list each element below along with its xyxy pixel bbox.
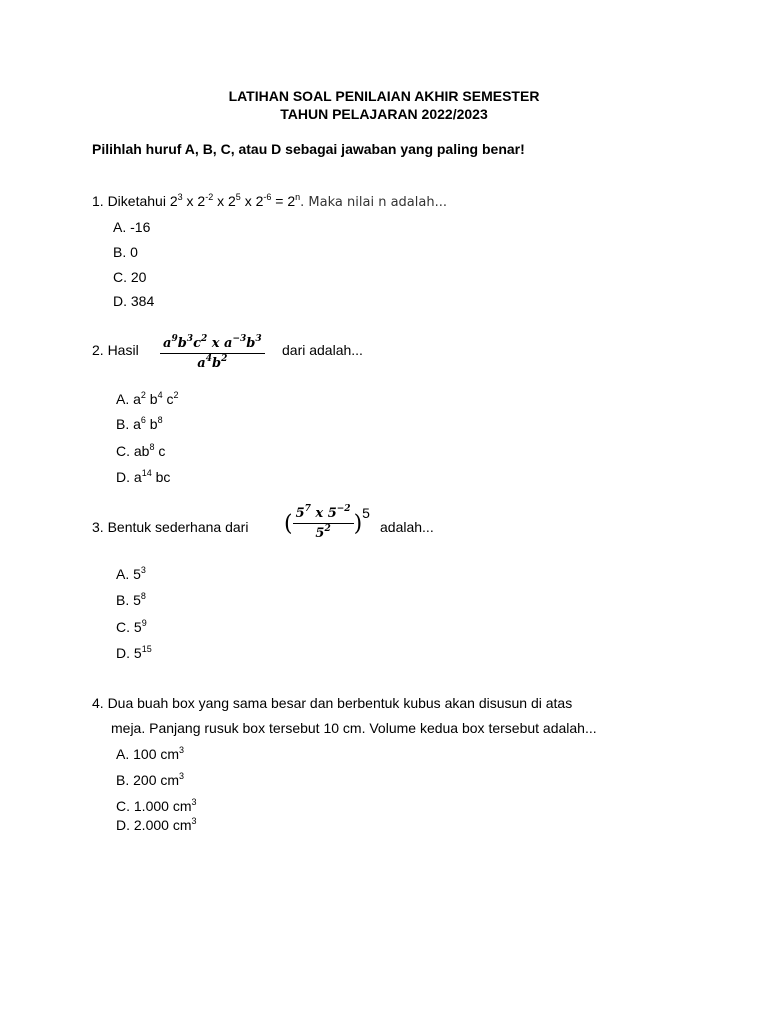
q2-option-d[interactable]: D. $a^{14}$ bc — [116, 468, 171, 485]
question-2-fraction: $\frac{a^9b^3c^2 x a^{-3}b^3}{a^4b^2}$ — [160, 336, 265, 371]
q1-option-a[interactable]: A. -16 — [113, 219, 151, 235]
q3-option-b[interactable]: B. $5^8$ — [116, 591, 146, 608]
question-4-line1: 4. Dua buah box yang sama besar dan berbentuk kubus akan disusun di atas — [92, 695, 573, 711]
q2-option-c[interactable]: C. $ab^8$ c — [116, 442, 166, 459]
question-1-tail: . Maka nilai n adalah... — [300, 195, 447, 210]
q3-option-a[interactable]: A. $5^3$ — [116, 565, 146, 582]
question-1-prefix: 1. Diketahui 2 — [92, 193, 178, 209]
question-1: 1. Diketahui $2^3$ x $2^{-2}$ x $2^5$ x $2^{-6} = 2^n$. Maka nilai n adalah... — [92, 192, 447, 210]
q4-option-a[interactable]: A. 100 $cm^3$ — [116, 745, 185, 762]
q4-option-d[interactable]: D. 2.000 $cm^3$ — [116, 816, 197, 833]
page-subtitle: TAHUN PELAJARAN 2022/2023 — [280, 106, 488, 122]
q4-option-c[interactable]: C. 1.000 $cm^3$ — [116, 797, 197, 814]
question-4-line2: meja. Panjang rusuk box tersebut 10 cm. Volume kedua box tersebut adalah... — [111, 720, 597, 736]
question-2-suffix: dari adalah... — [282, 342, 363, 358]
question-3-prefix: 3. Bentuk sederhana dari — [92, 519, 249, 535]
question-2-prefix: 2. Hasil — [92, 342, 139, 358]
q3-option-c[interactable]: C. $5^9$ — [116, 618, 147, 635]
instruction-text: Pilihlah huruf A, B, C, atau D sebagai jawaban yang paling benar! — [92, 141, 525, 157]
page-title: LATIHAN SOAL PENILAIAN AKHIR SEMESTER — [228, 88, 540, 104]
question-3-expression: ( $\frac{5^7 x 5^{-2}}{5^2}$ )5 — [284, 504, 370, 542]
q1-option-c[interactable]: C. 20 — [113, 269, 147, 285]
q4-option-b[interactable]: B. 200 $cm^3$ — [116, 771, 185, 788]
question-3-suffix: adalah... — [380, 519, 434, 535]
q1-option-b[interactable]: B. 0 — [113, 244, 138, 260]
q2-option-a[interactable]: A. $a^2$ $b^4$ $c^2$ — [116, 390, 179, 407]
q3-option-d[interactable]: D. $5^{15}$ — [116, 644, 152, 661]
q1-option-d[interactable]: D. 384 — [113, 293, 155, 309]
q2-option-b[interactable]: B. $a^6$ $b^8$ — [116, 415, 163, 432]
